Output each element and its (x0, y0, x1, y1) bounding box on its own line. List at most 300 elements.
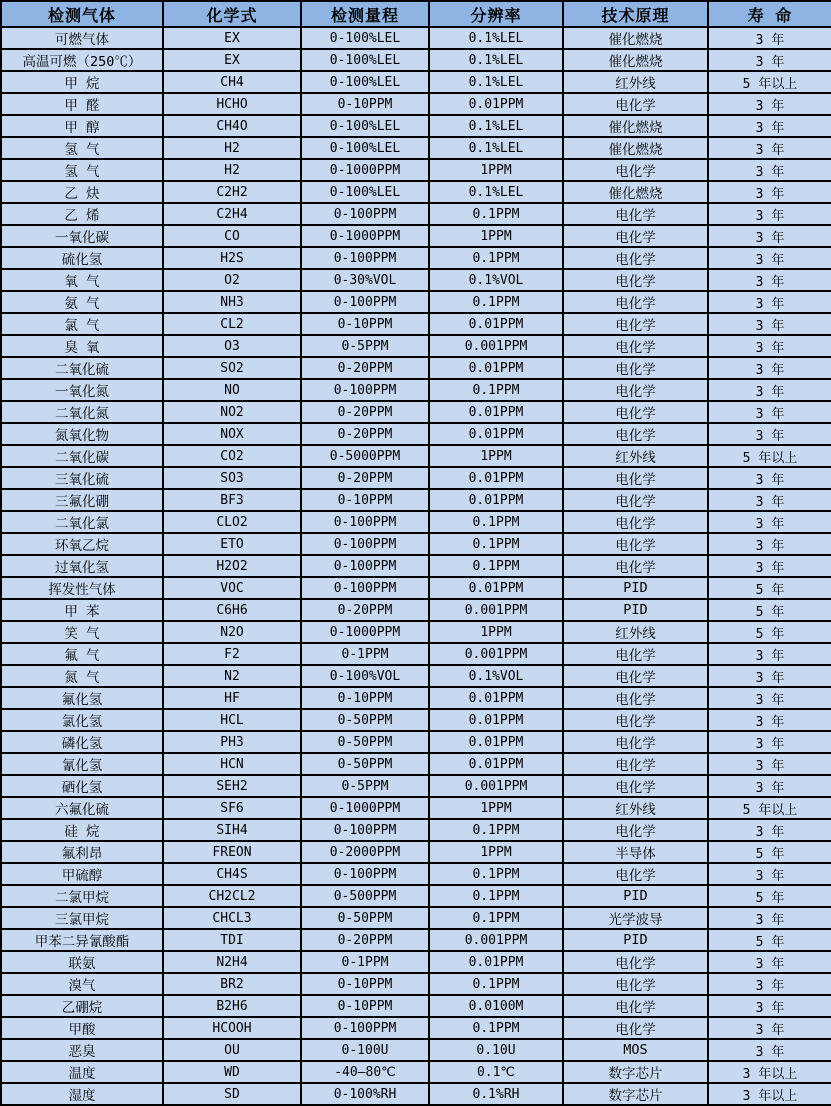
cell-chemical-formula: N2H4 (163, 951, 301, 973)
cell-gas-name: 硒化氢 (1, 775, 163, 797)
cell-technology-principle: 电化学 (563, 335, 708, 357)
table-row (1, 599, 831, 621)
cell-gas-name: 甲苯二异氰酸酯 (1, 929, 163, 951)
cell-technology-principle: MOS (563, 1039, 708, 1061)
cell-detection-range: 0-100PPM (301, 577, 429, 599)
cell-resolution: 0.1PPM (429, 819, 563, 841)
cell-resolution: 0.01PPM (429, 357, 563, 379)
cell-resolution: 0.1%LEL (429, 181, 563, 203)
cell-technology-principle: 电化学 (563, 973, 708, 995)
cell-gas-name: 氨 气 (1, 291, 163, 313)
cell-lifespan: 3 年 (708, 313, 831, 335)
table-row (1, 951, 831, 973)
cell-lifespan: 3 年 (708, 1017, 831, 1039)
cell-resolution: 0.01PPM (429, 951, 563, 973)
table-row (1, 753, 831, 775)
cell-chemical-formula: NO (163, 379, 301, 401)
table-row (1, 995, 831, 1017)
cell-chemical-formula: WD (163, 1061, 301, 1083)
cell-lifespan: 5 年 (708, 621, 831, 643)
cell-technology-principle: 电化学 (563, 731, 708, 753)
cell-chemical-formula: CH2CL2 (163, 885, 301, 907)
cell-gas-name: 湿度 (1, 1083, 163, 1105)
cell-resolution: 0.1PPM (429, 973, 563, 995)
cell-lifespan: 3 年 (708, 379, 831, 401)
cell-resolution: 0.1PPM (429, 533, 563, 555)
cell-technology-principle: 数字芯片 (563, 1083, 708, 1105)
cell-chemical-formula: CO2 (163, 445, 301, 467)
cell-technology-principle: 电化学 (563, 643, 708, 665)
column-header-detection-range: 检测量程 (301, 1, 429, 27)
cell-lifespan: 3 年 (708, 995, 831, 1017)
cell-technology-principle: 电化学 (563, 313, 708, 335)
table-row (1, 819, 831, 841)
cell-detection-range: 0-100PPM (301, 555, 429, 577)
table-row (1, 1039, 831, 1061)
cell-gas-name: 甲酸 (1, 1017, 163, 1039)
cell-lifespan: 3 年 (708, 159, 831, 181)
table-row (1, 621, 831, 643)
cell-resolution: 0.1PPM (429, 555, 563, 577)
cell-detection-range: -40—80℃ (301, 1061, 429, 1083)
table-row (1, 159, 831, 181)
cell-chemical-formula: C6H6 (163, 599, 301, 621)
column-header-technology-principle: 技术原理 (563, 1, 708, 27)
cell-resolution: 0.001PPM (429, 775, 563, 797)
cell-resolution: 0.1℃ (429, 1061, 563, 1083)
cell-technology-principle: 红外线 (563, 445, 708, 467)
table-row (1, 489, 831, 511)
cell-detection-range: 0-20PPM (301, 467, 429, 489)
cell-detection-range: 0-5PPM (301, 335, 429, 357)
cell-chemical-formula: CO (163, 225, 301, 247)
cell-chemical-formula: OU (163, 1039, 301, 1061)
table-row (1, 27, 831, 49)
cell-detection-range: 0-100PPM (301, 247, 429, 269)
table-row (1, 357, 831, 379)
cell-resolution: 0.1%VOL (429, 665, 563, 687)
cell-gas-name: 一氧化碳 (1, 225, 163, 247)
cell-resolution: 0.1PPM (429, 511, 563, 533)
cell-detection-range: 0-20PPM (301, 423, 429, 445)
cell-detection-range: 0-10PPM (301, 313, 429, 335)
cell-technology-principle: 红外线 (563, 797, 708, 819)
table-row (1, 555, 831, 577)
cell-resolution: 0.001PPM (429, 599, 563, 621)
cell-technology-principle: 红外线 (563, 621, 708, 643)
cell-gas-name: 氧 气 (1, 269, 163, 291)
cell-lifespan: 5 年 (708, 929, 831, 951)
cell-technology-principle: 电化学 (563, 467, 708, 489)
cell-technology-principle: 电化学 (563, 225, 708, 247)
cell-technology-principle: 电化学 (563, 995, 708, 1017)
table-row (1, 203, 831, 225)
cell-gas-name: 联氨 (1, 951, 163, 973)
cell-technology-principle: 电化学 (563, 93, 708, 115)
cell-chemical-formula: HCHO (163, 93, 301, 115)
cell-resolution: 1PPM (429, 797, 563, 819)
cell-detection-range: 0-100PPM (301, 1017, 429, 1039)
cell-gas-name: 温度 (1, 1061, 163, 1083)
cell-lifespan: 3 年 (708, 423, 831, 445)
cell-gas-name: 过氧化氢 (1, 555, 163, 577)
cell-detection-range: 0-50PPM (301, 907, 429, 929)
cell-chemical-formula: SD (163, 1083, 301, 1105)
cell-chemical-formula: CH4O (163, 115, 301, 137)
table-row (1, 687, 831, 709)
cell-lifespan: 3 年 (708, 93, 831, 115)
cell-chemical-formula: FREON (163, 841, 301, 863)
cell-gas-name: 高温可燃（250℃） (1, 49, 163, 71)
table-row (1, 335, 831, 357)
cell-chemical-formula: O2 (163, 269, 301, 291)
cell-resolution: 0.10U (429, 1039, 563, 1061)
cell-chemical-formula: SF6 (163, 797, 301, 819)
cell-lifespan: 3 年 (708, 247, 831, 269)
cell-gas-name: 甲 醇 (1, 115, 163, 137)
cell-chemical-formula: CL2 (163, 313, 301, 335)
cell-lifespan: 3 年 (708, 687, 831, 709)
cell-technology-principle: 电化学 (563, 775, 708, 797)
cell-lifespan: 3 年 (708, 819, 831, 841)
table-row (1, 115, 831, 137)
cell-technology-principle: 半导体 (563, 841, 708, 863)
cell-detection-range: 0-10PPM (301, 973, 429, 995)
cell-resolution: 0.01PPM (429, 401, 563, 423)
cell-lifespan: 3 年 (708, 467, 831, 489)
cell-detection-range: 0-100PPM (301, 819, 429, 841)
cell-chemical-formula: BR2 (163, 973, 301, 995)
cell-detection-range: 0-5000PPM (301, 445, 429, 467)
cell-detection-range: 0-100PPM (301, 533, 429, 555)
cell-detection-range: 0-100%LEL (301, 27, 429, 49)
cell-gas-name: 二氧化氯 (1, 511, 163, 533)
cell-technology-principle: 光学波导 (563, 907, 708, 929)
cell-chemical-formula: BF3 (163, 489, 301, 511)
cell-detection-range: 0-1000PPM (301, 225, 429, 247)
cell-lifespan: 3 年 (708, 335, 831, 357)
cell-detection-range: 0-20PPM (301, 357, 429, 379)
cell-detection-range: 0-10PPM (301, 93, 429, 115)
table-body (1, 27, 831, 1105)
table-row (1, 643, 831, 665)
cell-resolution: 0.1PPM (429, 1017, 563, 1039)
table-row (1, 445, 831, 467)
cell-lifespan: 3 年 (708, 907, 831, 929)
cell-chemical-formula: TDI (163, 929, 301, 951)
cell-lifespan: 3 年 (708, 489, 831, 511)
cell-gas-name: 甲 烷 (1, 71, 163, 93)
cell-detection-range: 0-50PPM (301, 709, 429, 731)
table-row (1, 269, 831, 291)
cell-technology-principle: 数字芯片 (563, 1061, 708, 1083)
cell-chemical-formula: N2 (163, 665, 301, 687)
cell-gas-name: 六氟化硫 (1, 797, 163, 819)
cell-chemical-formula: HCN (163, 753, 301, 775)
table-row (1, 1083, 831, 1105)
cell-detection-range: 0-1000PPM (301, 159, 429, 181)
cell-detection-range: 0-1000PPM (301, 621, 429, 643)
cell-detection-range: 0-100%LEL (301, 49, 429, 71)
cell-chemical-formula: C2H4 (163, 203, 301, 225)
cell-technology-principle: 催化燃烧 (563, 137, 708, 159)
cell-technology-principle: PID (563, 885, 708, 907)
cell-technology-principle: 电化学 (563, 709, 708, 731)
cell-detection-range: 0-10PPM (301, 489, 429, 511)
table-row (1, 313, 831, 335)
cell-technology-principle: 红外线 (563, 71, 708, 93)
cell-detection-range: 0-100%LEL (301, 181, 429, 203)
cell-chemical-formula: NO2 (163, 401, 301, 423)
cell-lifespan: 3 年 (708, 555, 831, 577)
cell-gas-name: 硫化氢 (1, 247, 163, 269)
cell-lifespan: 3 年 (708, 401, 831, 423)
cell-resolution: 0.1%LEL (429, 71, 563, 93)
table-row (1, 71, 831, 93)
table-row (1, 929, 831, 951)
cell-resolution: 0.1PPM (429, 885, 563, 907)
table-row (1, 291, 831, 313)
cell-technology-principle: 电化学 (563, 533, 708, 555)
cell-resolution: 0.1%LEL (429, 27, 563, 49)
cell-resolution: 0.1PPM (429, 203, 563, 225)
cell-resolution: 0.001PPM (429, 335, 563, 357)
cell-detection-range: 0-10PPM (301, 687, 429, 709)
cell-resolution: 0.01PPM (429, 731, 563, 753)
column-header-resolution: 分辨率 (429, 1, 563, 27)
cell-detection-range: 0-20PPM (301, 929, 429, 951)
cell-chemical-formula: CH4S (163, 863, 301, 885)
table-row (1, 49, 831, 71)
table-row (1, 93, 831, 115)
cell-chemical-formula: NOX (163, 423, 301, 445)
cell-technology-principle: 催化燃烧 (563, 49, 708, 71)
cell-detection-range: 0-100%LEL (301, 137, 429, 159)
cell-resolution: 0.01PPM (429, 709, 563, 731)
cell-lifespan: 3 年 (708, 137, 831, 159)
cell-technology-principle: 电化学 (563, 1017, 708, 1039)
table-row (1, 533, 831, 555)
cell-gas-name: 三氯甲烷 (1, 907, 163, 929)
cell-chemical-formula: C2H2 (163, 181, 301, 203)
table-row (1, 907, 831, 929)
cell-detection-range: 0-100U (301, 1039, 429, 1061)
cell-detection-range: 0-1000PPM (301, 797, 429, 819)
table-row (1, 511, 831, 533)
table-row (1, 709, 831, 731)
cell-lifespan: 3 年 (708, 665, 831, 687)
cell-technology-principle: 催化燃烧 (563, 115, 708, 137)
header-row (1, 1, 831, 27)
cell-detection-range: 0-5PPM (301, 775, 429, 797)
cell-technology-principle: 电化学 (563, 203, 708, 225)
cell-technology-principle: 电化学 (563, 753, 708, 775)
cell-chemical-formula: H2O2 (163, 555, 301, 577)
cell-technology-principle: 电化学 (563, 401, 708, 423)
cell-resolution: 0.1%RH (429, 1083, 563, 1105)
column-header-lifespan: 寿 命 (708, 1, 831, 27)
cell-lifespan: 3 年 (708, 775, 831, 797)
cell-gas-name: 磷化氢 (1, 731, 163, 753)
cell-detection-range: 0-100PPM (301, 203, 429, 225)
cell-detection-range: 0-1PPM (301, 643, 429, 665)
cell-technology-principle: 电化学 (563, 423, 708, 445)
cell-detection-range: 0-500PPM (301, 885, 429, 907)
cell-chemical-formula: HF (163, 687, 301, 709)
cell-lifespan: 5 年以上 (708, 71, 831, 93)
table-row (1, 137, 831, 159)
cell-chemical-formula: EX (163, 27, 301, 49)
cell-detection-range: 0-50PPM (301, 753, 429, 775)
cell-technology-principle: 电化学 (563, 489, 708, 511)
cell-gas-name: 二氧化氮 (1, 401, 163, 423)
cell-lifespan: 5 年 (708, 841, 831, 863)
cell-lifespan: 3 年 (708, 27, 831, 49)
cell-technology-principle: 催化燃烧 (563, 181, 708, 203)
cell-resolution: 0.01PPM (429, 753, 563, 775)
cell-resolution: 0.1PPM (429, 291, 563, 313)
table-row (1, 973, 831, 995)
cell-lifespan: 3 年 (708, 49, 831, 71)
cell-chemical-formula: EX (163, 49, 301, 71)
cell-gas-name: 三氧化硫 (1, 467, 163, 489)
cell-detection-range: 0-20PPM (301, 599, 429, 621)
cell-gas-name: 氰化氢 (1, 753, 163, 775)
cell-technology-principle: 电化学 (563, 555, 708, 577)
cell-chemical-formula: B2H6 (163, 995, 301, 1017)
cell-lifespan: 3 年 (708, 181, 831, 203)
cell-resolution: 0.01PPM (429, 577, 563, 599)
table-row (1, 841, 831, 863)
cell-resolution: 1PPM (429, 445, 563, 467)
cell-detection-range: 0-10PPM (301, 995, 429, 1017)
table-row (1, 665, 831, 687)
cell-resolution: 0.1%LEL (429, 137, 563, 159)
cell-gas-name: 氟 气 (1, 643, 163, 665)
table-row (1, 731, 831, 753)
cell-lifespan: 3 年 (708, 533, 831, 555)
cell-resolution: 1PPM (429, 159, 563, 181)
cell-gas-name: 一氧化氮 (1, 379, 163, 401)
cell-gas-name: 乙 炔 (1, 181, 163, 203)
cell-lifespan: 3 年 (708, 709, 831, 731)
cell-resolution: 0.0100M (429, 995, 563, 1017)
cell-detection-range: 0-100PPM (301, 379, 429, 401)
column-header-chemical-formula: 化学式 (163, 1, 301, 27)
cell-technology-principle: 电化学 (563, 687, 708, 709)
table-row (1, 247, 831, 269)
cell-lifespan: 5 年以上 (708, 797, 831, 819)
cell-resolution: 0.001PPM (429, 929, 563, 951)
cell-gas-name: 溴气 (1, 973, 163, 995)
cell-chemical-formula: O3 (163, 335, 301, 357)
cell-chemical-formula: N2O (163, 621, 301, 643)
cell-gas-name: 氟化氢 (1, 687, 163, 709)
cell-detection-range: 0-100PPM (301, 863, 429, 885)
cell-resolution: 0.1PPM (429, 907, 563, 929)
cell-chemical-formula: SO3 (163, 467, 301, 489)
cell-gas-name: 氢 气 (1, 137, 163, 159)
table-row (1, 423, 831, 445)
cell-technology-principle: 电化学 (563, 951, 708, 973)
cell-technology-principle: 电化学 (563, 159, 708, 181)
cell-technology-principle: 电化学 (563, 291, 708, 313)
cell-technology-principle: PID (563, 599, 708, 621)
cell-technology-principle: 电化学 (563, 511, 708, 533)
cell-lifespan: 5 年 (708, 885, 831, 907)
cell-resolution: 0.1%LEL (429, 115, 563, 137)
table-row (1, 775, 831, 797)
cell-chemical-formula: CH4 (163, 71, 301, 93)
cell-chemical-formula: HCOOH (163, 1017, 301, 1039)
cell-detection-range: 0-50PPM (301, 731, 429, 753)
cell-lifespan: 3 年 (708, 951, 831, 973)
cell-resolution: 0.1PPM (429, 247, 563, 269)
cell-detection-range: 0-30%VOL (301, 269, 429, 291)
cell-technology-principle: 电化学 (563, 863, 708, 885)
cell-chemical-formula: H2 (163, 137, 301, 159)
cell-lifespan: 3 年 (708, 511, 831, 533)
cell-resolution: 0.1%VOL (429, 269, 563, 291)
cell-technology-principle: 电化学 (563, 269, 708, 291)
cell-gas-name: 二氧化硫 (1, 357, 163, 379)
table-row (1, 885, 831, 907)
cell-technology-principle: 电化学 (563, 665, 708, 687)
cell-gas-name: 环氧乙烷 (1, 533, 163, 555)
cell-technology-principle: 电化学 (563, 819, 708, 841)
cell-gas-name: 笑 气 (1, 621, 163, 643)
table-row (1, 181, 831, 203)
cell-lifespan: 3 年 (708, 863, 831, 885)
cell-detection-range: 0-1PPM (301, 951, 429, 973)
cell-chemical-formula: SIH4 (163, 819, 301, 841)
cell-technology-principle: 催化燃烧 (563, 27, 708, 49)
table-row (1, 1061, 831, 1083)
cell-gas-name: 氮 气 (1, 665, 163, 687)
cell-resolution: 0.01PPM (429, 313, 563, 335)
cell-gas-name: 臭 氧 (1, 335, 163, 357)
cell-detection-range: 0-20PPM (301, 401, 429, 423)
cell-chemical-formula: HCL (163, 709, 301, 731)
table-row (1, 577, 831, 599)
cell-detection-range: 0-100%RH (301, 1083, 429, 1105)
cell-chemical-formula: NH3 (163, 291, 301, 313)
cell-chemical-formula: CLO2 (163, 511, 301, 533)
cell-gas-name: 乙硼烷 (1, 995, 163, 1017)
cell-resolution: 0.01PPM (429, 423, 563, 445)
cell-detection-range: 0-100PPM (301, 291, 429, 313)
cell-chemical-formula: PH3 (163, 731, 301, 753)
cell-gas-name: 二氯甲烷 (1, 885, 163, 907)
cell-lifespan: 3 年 (708, 1039, 831, 1061)
cell-technology-principle: PID (563, 929, 708, 951)
cell-chemical-formula: H2 (163, 159, 301, 181)
cell-gas-name: 恶臭 (1, 1039, 163, 1061)
cell-technology-principle: 电化学 (563, 357, 708, 379)
cell-technology-principle: 电化学 (563, 247, 708, 269)
cell-lifespan: 3 年 (708, 973, 831, 995)
cell-lifespan: 3 年 (708, 203, 831, 225)
cell-resolution: 0.01PPM (429, 93, 563, 115)
cell-lifespan: 3 年 (708, 225, 831, 247)
cell-gas-name: 氯化氢 (1, 709, 163, 731)
cell-gas-name: 氟利昂 (1, 841, 163, 863)
cell-lifespan: 3 年以上 (708, 1083, 831, 1105)
cell-lifespan: 3 年 (708, 731, 831, 753)
cell-lifespan: 5 年 (708, 599, 831, 621)
cell-gas-name: 甲 醛 (1, 93, 163, 115)
cell-gas-name: 氮氧化物 (1, 423, 163, 445)
